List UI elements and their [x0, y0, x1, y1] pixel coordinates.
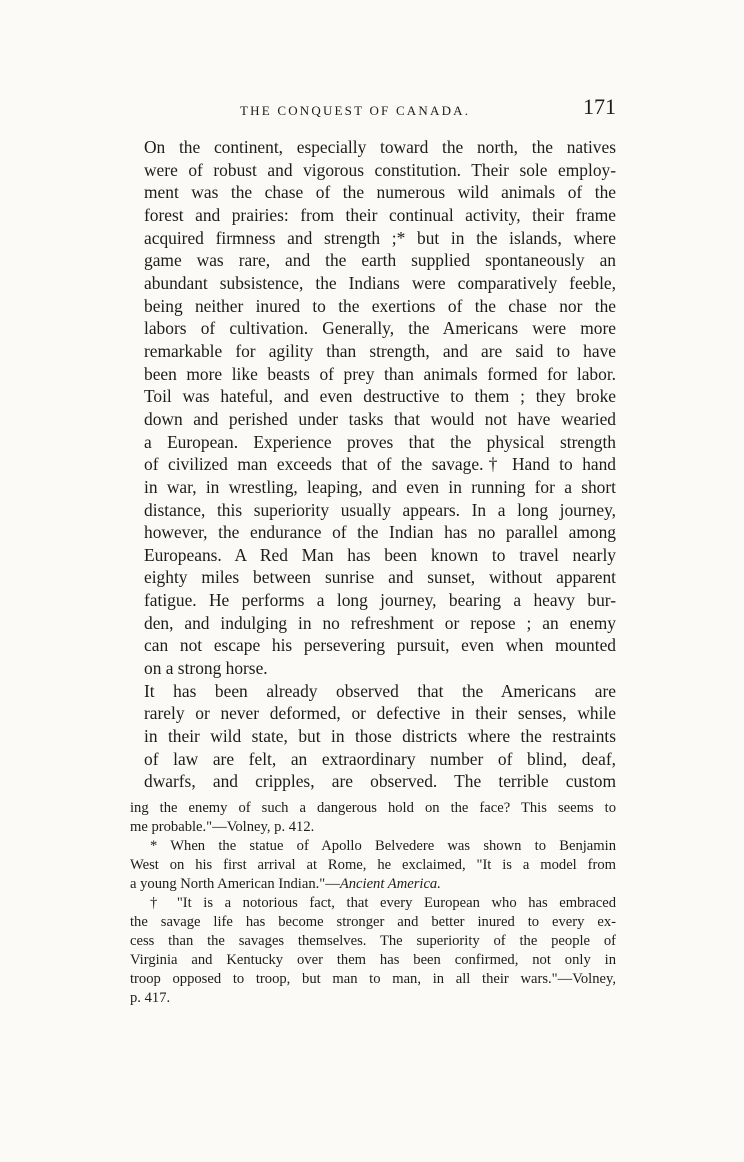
footnote-continuation: [130, 799, 616, 837]
footnote-line: troop opposed to troop, but man to man, in all their wars."—Volney,: [130, 971, 616, 987]
text-line: can not escape his persevering pursuit, even when mounted: [144, 635, 616, 656]
text-line: fatigue. He performs a long journey, bearing a heavy bur-: [144, 590, 616, 611]
footnote-source: Ancient America.: [339, 876, 441, 892]
text-line: Europeans. A Red Man has been known to travel nearly: [144, 544, 616, 565]
footnote-line: Virginia and Kentucky over them has been confirmed, not only in: [130, 952, 616, 968]
body-text: [120, 136, 616, 793]
text-line: forest and prairies: from their continual activity, their frame: [144, 204, 616, 225]
text-line: acquired firmness and strength ;* but in the islands, where: [144, 227, 616, 248]
text-line: in their wild state, but in those districts where the restraints: [144, 726, 616, 747]
footnote-line: p. 417.: [130, 990, 171, 1006]
paragraph-2: [120, 680, 616, 793]
text-line: being neither inured to the exertions of the chase nor the: [144, 295, 616, 316]
text-line: of civilized man exceeds that of the savage.† Hand to hand: [144, 454, 616, 475]
text-line: were of robust and vigorous constitution. Their sole employ-: [144, 159, 616, 180]
footnote-line: West on his first arrival at Rome, he exclaimed, "It is a model from: [130, 857, 616, 873]
text-line: abundant subsistence, the Indians were comparatively feeble,: [144, 272, 616, 293]
footnotes: [130, 799, 616, 1008]
footnote-line: * When the statue of Apollo Belvedere was shown to Benjamin: [150, 838, 616, 854]
footnote-text: a young North American Indian."—: [130, 876, 340, 892]
text-line: ment was the chase of the numerous wild animals of the: [144, 182, 616, 203]
text-line: labors of cultivation. Generally, the Americans were more: [144, 318, 616, 339]
text-line: on a strong horse.: [144, 658, 268, 679]
text-line: rarely or never deformed, or defective in their senses, while: [144, 703, 616, 724]
text-line: down and perished under tasks that would not have wearied: [144, 408, 616, 429]
text-line: den, and indulging in no refreshment or repose ; an enemy: [144, 612, 616, 633]
text-line: of law are felt, an extraordinary number of blind, deaf,: [144, 748, 616, 769]
footnote-dagger: [130, 894, 616, 1008]
footnote-line: the savage life has become stronger and better inured to every ex-: [130, 914, 616, 930]
text-line: in war, in wrestling, leaping, and even in running for a short: [144, 476, 616, 497]
footnote-line: me probable."—Volney, p. 412.: [130, 819, 315, 835]
page-number: 171: [583, 94, 616, 119]
footnote-line: † "It is a notorious fact, that every European who has embraced: [150, 895, 616, 911]
footnote-star: [130, 837, 616, 894]
text-line: It has been already observed that the Americans are: [144, 680, 616, 701]
text-line: eighty miles between sunrise and sunset, without apparent: [144, 567, 616, 588]
text-line: a European. Experience proves that the physical strength: [144, 431, 616, 452]
text-line: Toil was hateful, and even destructive to them ; they broke: [144, 386, 616, 407]
footnote-line: ing the enemy of such a dangerous hold on the face? This seems to: [130, 800, 616, 816]
text-line: distance, this superiority usually appears. In a long journey,: [144, 499, 616, 520]
text-line: remarkable for agility than strength, and are said to have: [144, 340, 616, 361]
text-line: game was rare, and the earth supplied spontaneously an: [144, 250, 616, 271]
page-header: [120, 94, 616, 124]
running-head: THE CONQUEST OF CANADA.: [240, 103, 471, 118]
footnote-line: cess than the savages themselves. The superiority of the people of: [130, 933, 616, 949]
text-line: however, the endurance of the Indian has no parallel among: [144, 522, 616, 543]
text-line: dwarfs, and cripples, are observed. The terrible custom: [144, 771, 616, 792]
text-line: On the continent, especially toward the north, the natives: [144, 137, 616, 157]
footnote-line: [130, 875, 616, 894]
paragraph-1: [120, 136, 616, 680]
text-line: been more like beasts of prey than animals formed for labor.: [144, 363, 616, 384]
